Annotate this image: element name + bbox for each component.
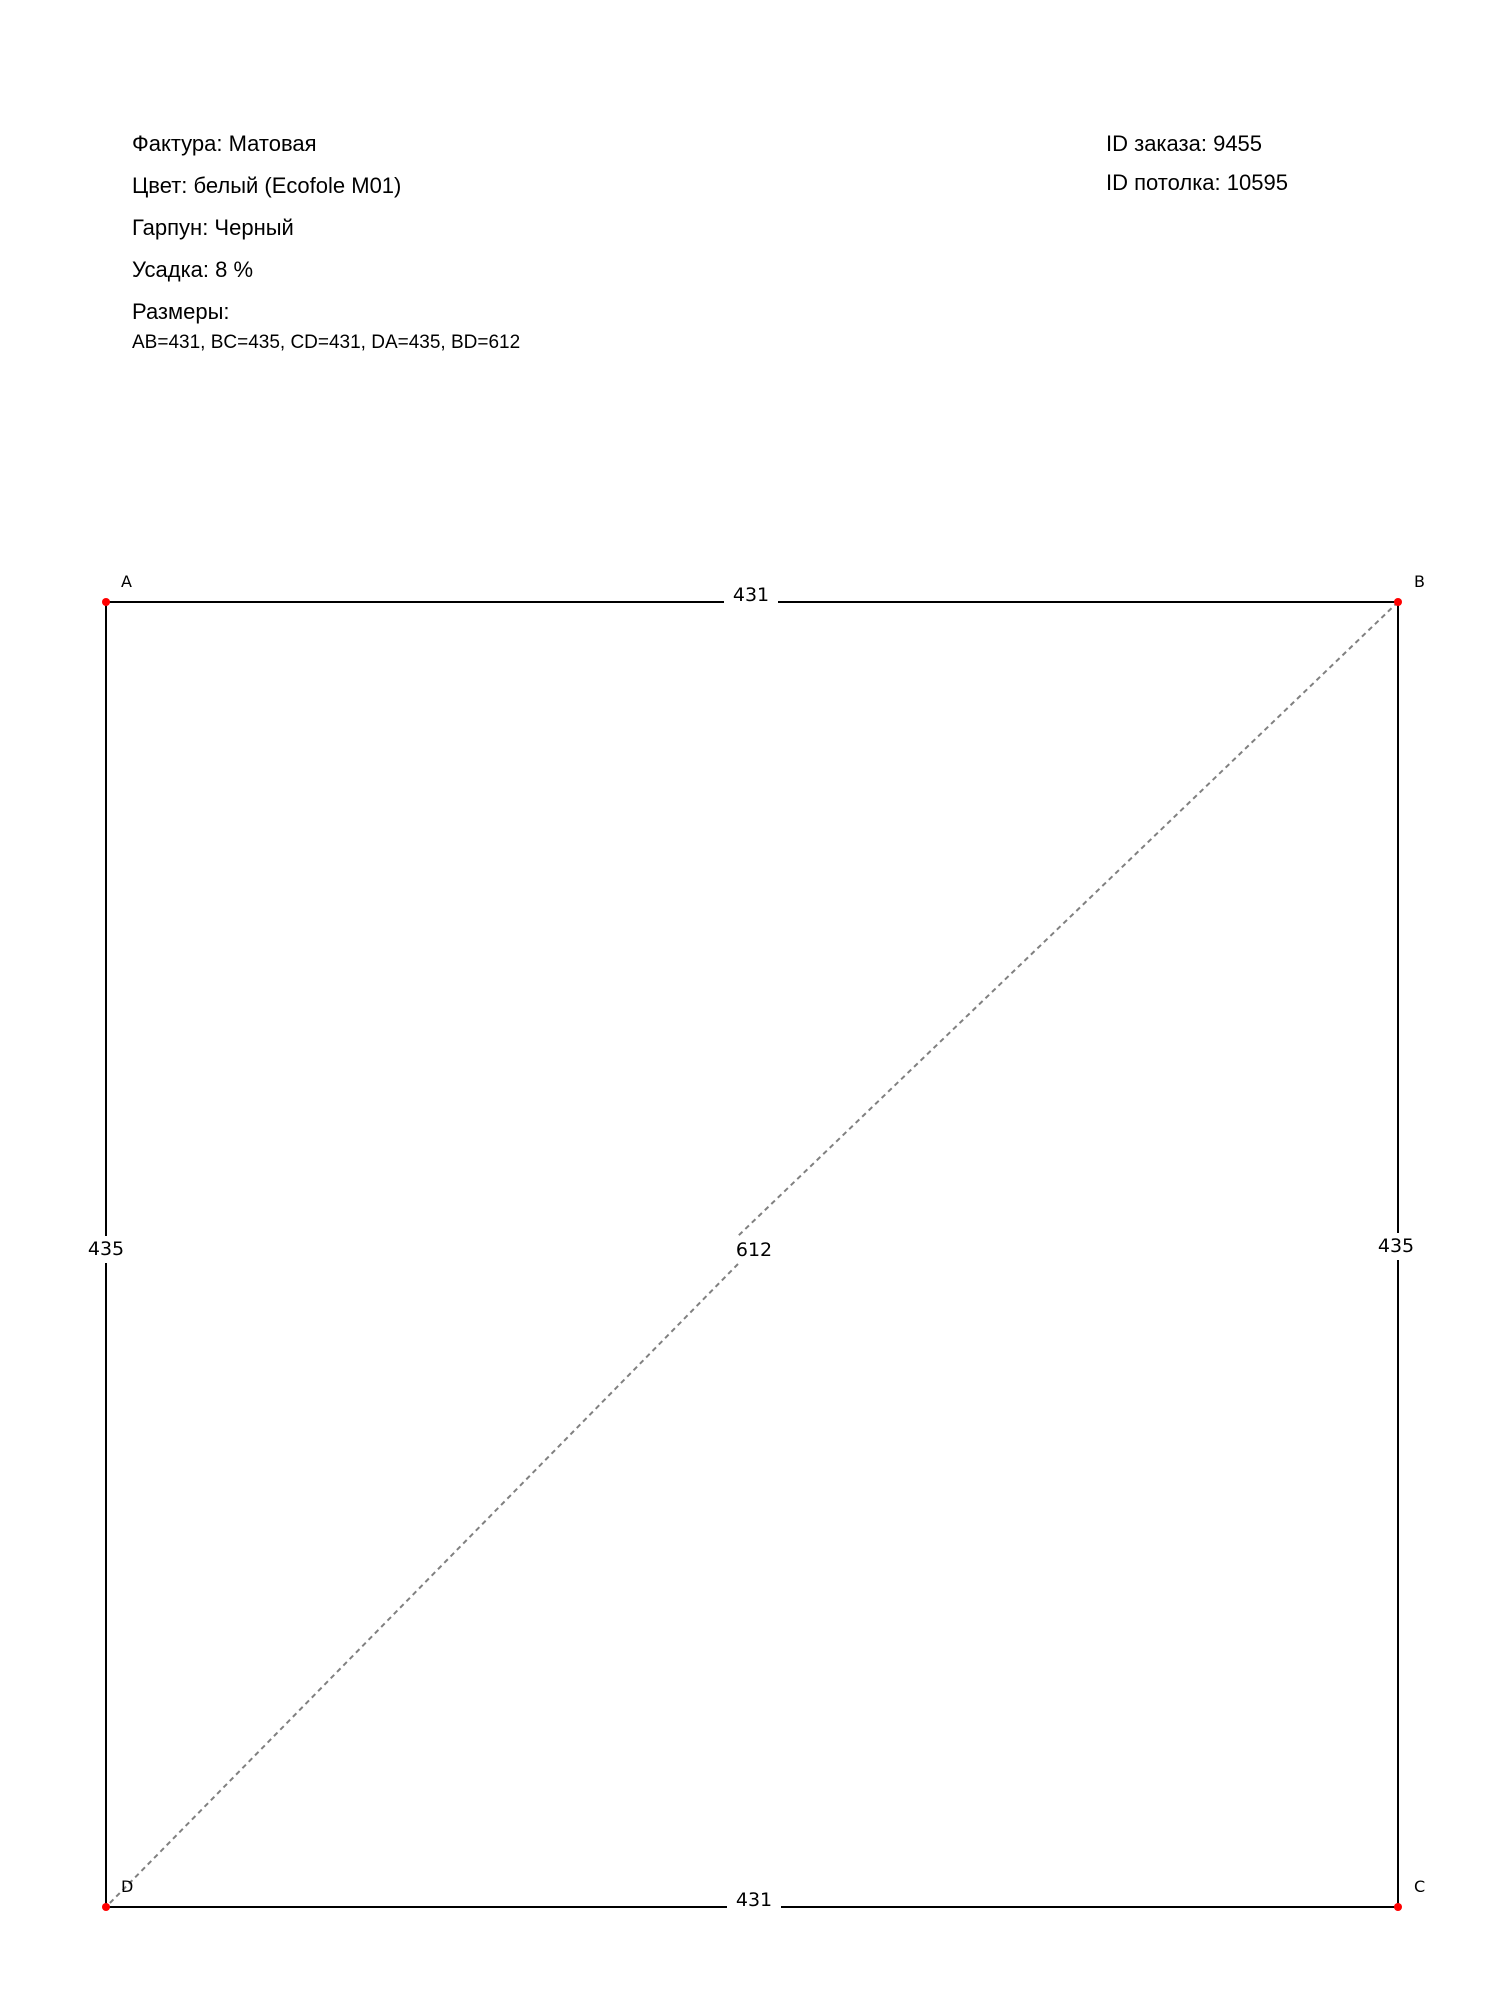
diagonal-bd: [738, 602, 1398, 1236]
diagonal-bd: [106, 1264, 738, 1907]
vertex-a-label: A: [121, 572, 132, 591]
vertex-d-point: [102, 1903, 110, 1911]
dimensions-title: Размеры:: [132, 299, 230, 324]
order-id-label: ID заказа: 9455: [1106, 131, 1263, 156]
side-ab-label: 431: [732, 584, 770, 606]
vertex-c-label: C: [1414, 1877, 1426, 1896]
side-da-label: 435: [87, 1238, 125, 1260]
harpoon-label: Гарпун: Черный: [132, 215, 294, 240]
vertex-a-point: [102, 598, 110, 606]
vertex-d-label: D: [121, 1877, 134, 1896]
dimensions-values: AB=431, BC=435, CD=431, DA=435, BD=612: [132, 332, 521, 353]
ceiling-id-label: ID потолка: 10595: [1106, 170, 1288, 195]
texture-label: Фактура: Матовая: [132, 131, 317, 156]
shrinkage-label: Усадка: 8 %: [132, 257, 254, 282]
side-bc-label: 435: [1377, 1235, 1415, 1257]
vertex-b-label: B: [1414, 572, 1425, 591]
side-cd-label: 431: [735, 1889, 773, 1911]
vertex-c-point: [1394, 1903, 1402, 1911]
diagonal-bd-label: 612: [735, 1239, 773, 1261]
vertex-b-point: [1394, 598, 1402, 606]
color-label: Цвет: белый (Ecofole M01): [132, 173, 402, 198]
